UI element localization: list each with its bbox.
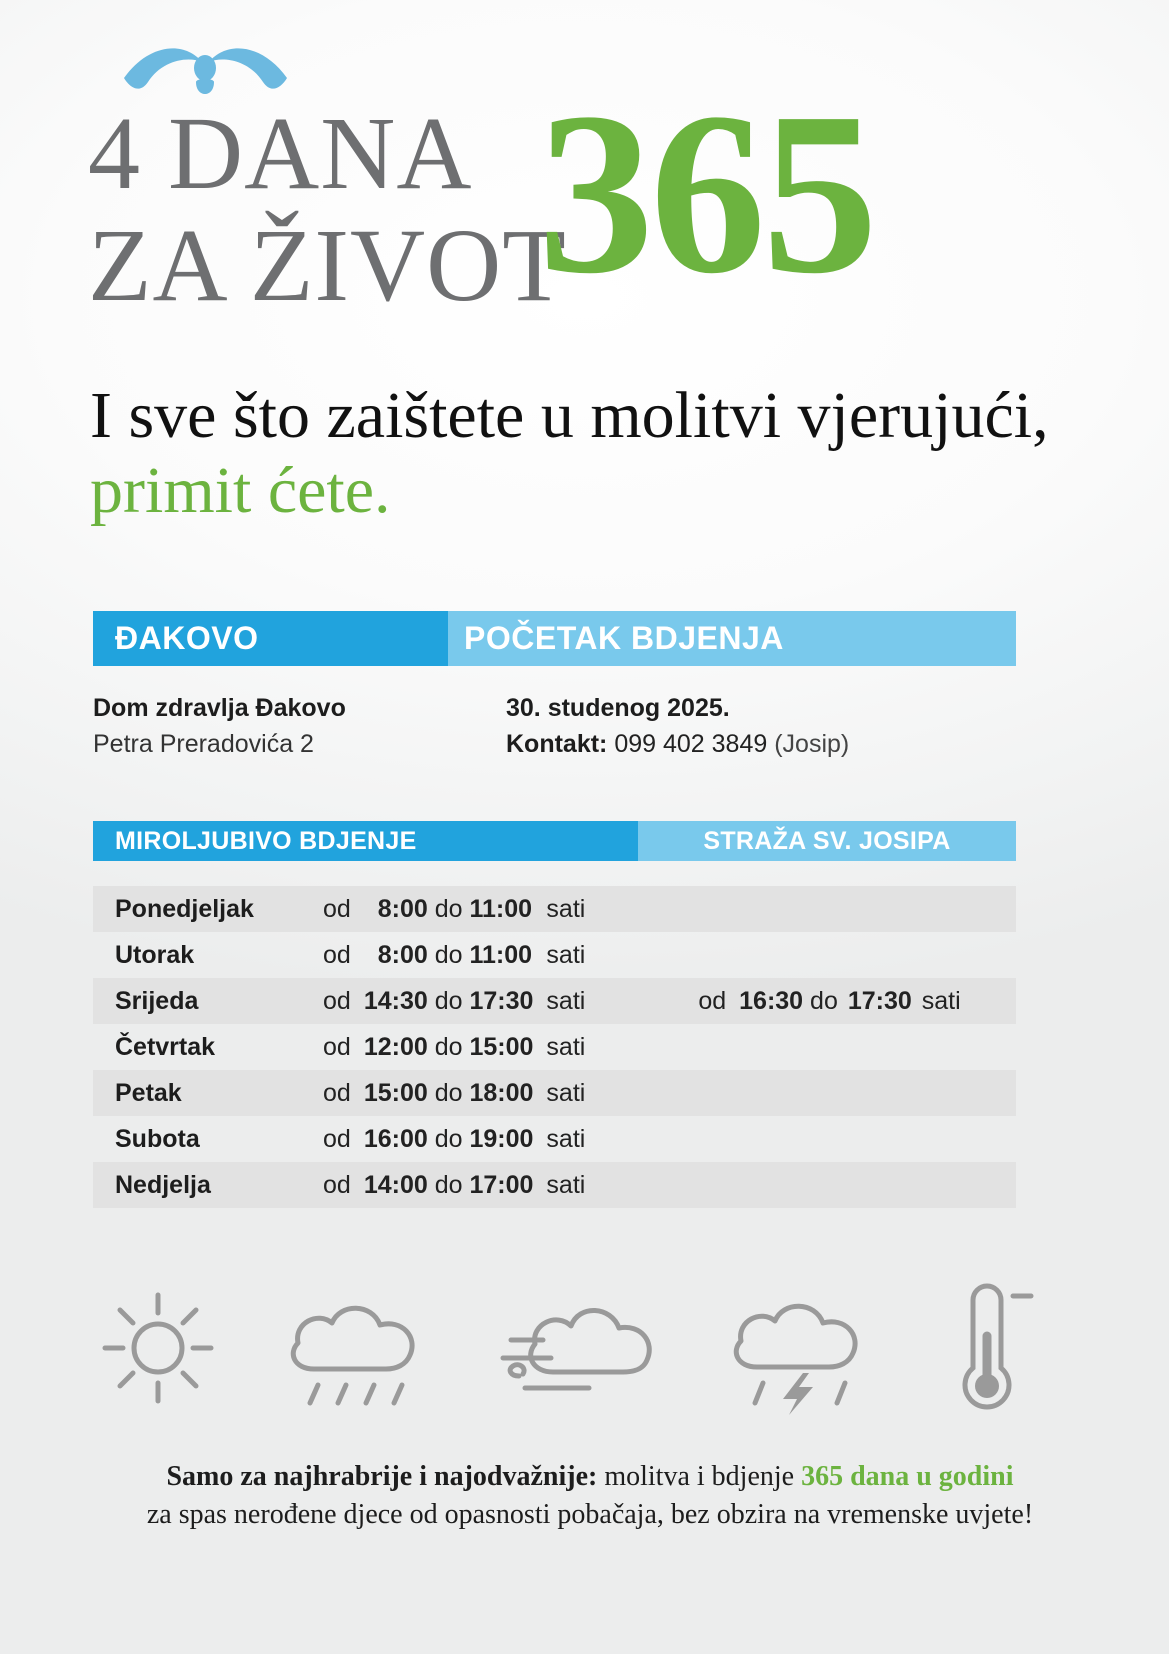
schedule-header-row: [93, 821, 1016, 861]
schedule-vigil-time: od 14:00 do 17:00 sati: [323, 1170, 586, 1199]
schedule-vigil-time: od 12:00 do 15:00 sati: [323, 1032, 586, 1061]
start-date: 30. studenog 2025.: [506, 694, 730, 722]
schedule-row: [93, 1070, 1016, 1116]
contact-label: Kontakt:: [506, 730, 608, 759]
schedule-row: [93, 1116, 1016, 1162]
schedule-day: Petak: [115, 1078, 182, 1107]
schedule-vigil-time: od 16:00 do 19:00 sati: [323, 1124, 586, 1153]
schedule-day: Ponedjeljak: [115, 894, 254, 923]
weather-icon-row: [93, 1268, 1043, 1428]
footer-mid: molitva i bdjenje: [597, 1461, 802, 1492]
venue-address: Petra Preradovića 2: [93, 730, 314, 759]
footer-green: 365 dana u godini: [801, 1461, 1014, 1492]
schedule-row: [93, 978, 1016, 1024]
start-info: [506, 690, 1026, 763]
schedule-day: Nedjelja: [115, 1170, 211, 1199]
footer-line-2: za spas nerođene djece od opasnosti pobačaja, bez obzira na vremenske uvjete!: [146, 1498, 1034, 1530]
schedule-col2-header: STRAŽA SV. JOSIPA: [638, 821, 1016, 861]
schedule-row: [93, 932, 1016, 978]
sun-icon: [93, 1283, 223, 1413]
wind-cloud-icon: [491, 1288, 666, 1408]
location-header-row: [93, 611, 1016, 666]
venue-info: [93, 690, 493, 763]
verse-part-1: I sve što zaištete u molitvi vjerujući,: [90, 379, 1049, 452]
schedule-vigil-time: od 8:00 do 11:00 sati: [323, 940, 586, 969]
schedule-vigil-time: od 14:30 do 17:30 sati: [323, 986, 586, 1015]
logo-line-1: 4 DANA: [88, 96, 473, 211]
logo-line-2: ZA ŽIVOT: [88, 208, 567, 323]
contact-number: 099 402 3849: [614, 730, 768, 759]
schedule-vigil-time: od 8:00 do 11:00 sati: [323, 894, 586, 923]
schedule-vigil-time: od 15:00 do 18:00 sati: [323, 1078, 586, 1107]
logo-365: 365: [538, 65, 874, 322]
city-header: ĐAKOVO: [93, 611, 448, 666]
schedule-day: Četvrtak: [115, 1032, 216, 1061]
schedule-row: [93, 1162, 1016, 1208]
footer-bold-lead: Samo za najhrabrije i najodvažnije:: [166, 1461, 598, 1492]
thunderstorm-icon: [717, 1281, 882, 1416]
schedule-day: Srijeda: [115, 986, 199, 1015]
verse-text: [90, 378, 1090, 528]
schedule-day: Subota: [115, 1124, 200, 1153]
schedule-table: [93, 886, 1016, 1208]
schedule-col1-header: MIROLJUBIVO BDJENJE: [93, 821, 638, 861]
schedule-row: [93, 886, 1016, 932]
schedule-guard-time: od 16:30 do 17:30 sati: [698, 986, 961, 1015]
logo-block: [88, 30, 1068, 330]
footer-line-1: [90, 1458, 1090, 1496]
verse-part-2: primit ćete.: [90, 454, 391, 528]
venue-name: Dom zdravlja Đakovo: [93, 694, 346, 722]
rain-cloud-icon: [274, 1281, 439, 1416]
schedule-day: Utorak: [115, 940, 195, 969]
contact-line: [506, 726, 1026, 762]
contact-person: (Josip): [774, 730, 850, 759]
schedule-row: [93, 1024, 1016, 1070]
thermometer-icon: [933, 1278, 1043, 1418]
footer-text: [90, 1458, 1090, 1534]
start-header: POČETAK BDJENJA: [448, 611, 1016, 666]
